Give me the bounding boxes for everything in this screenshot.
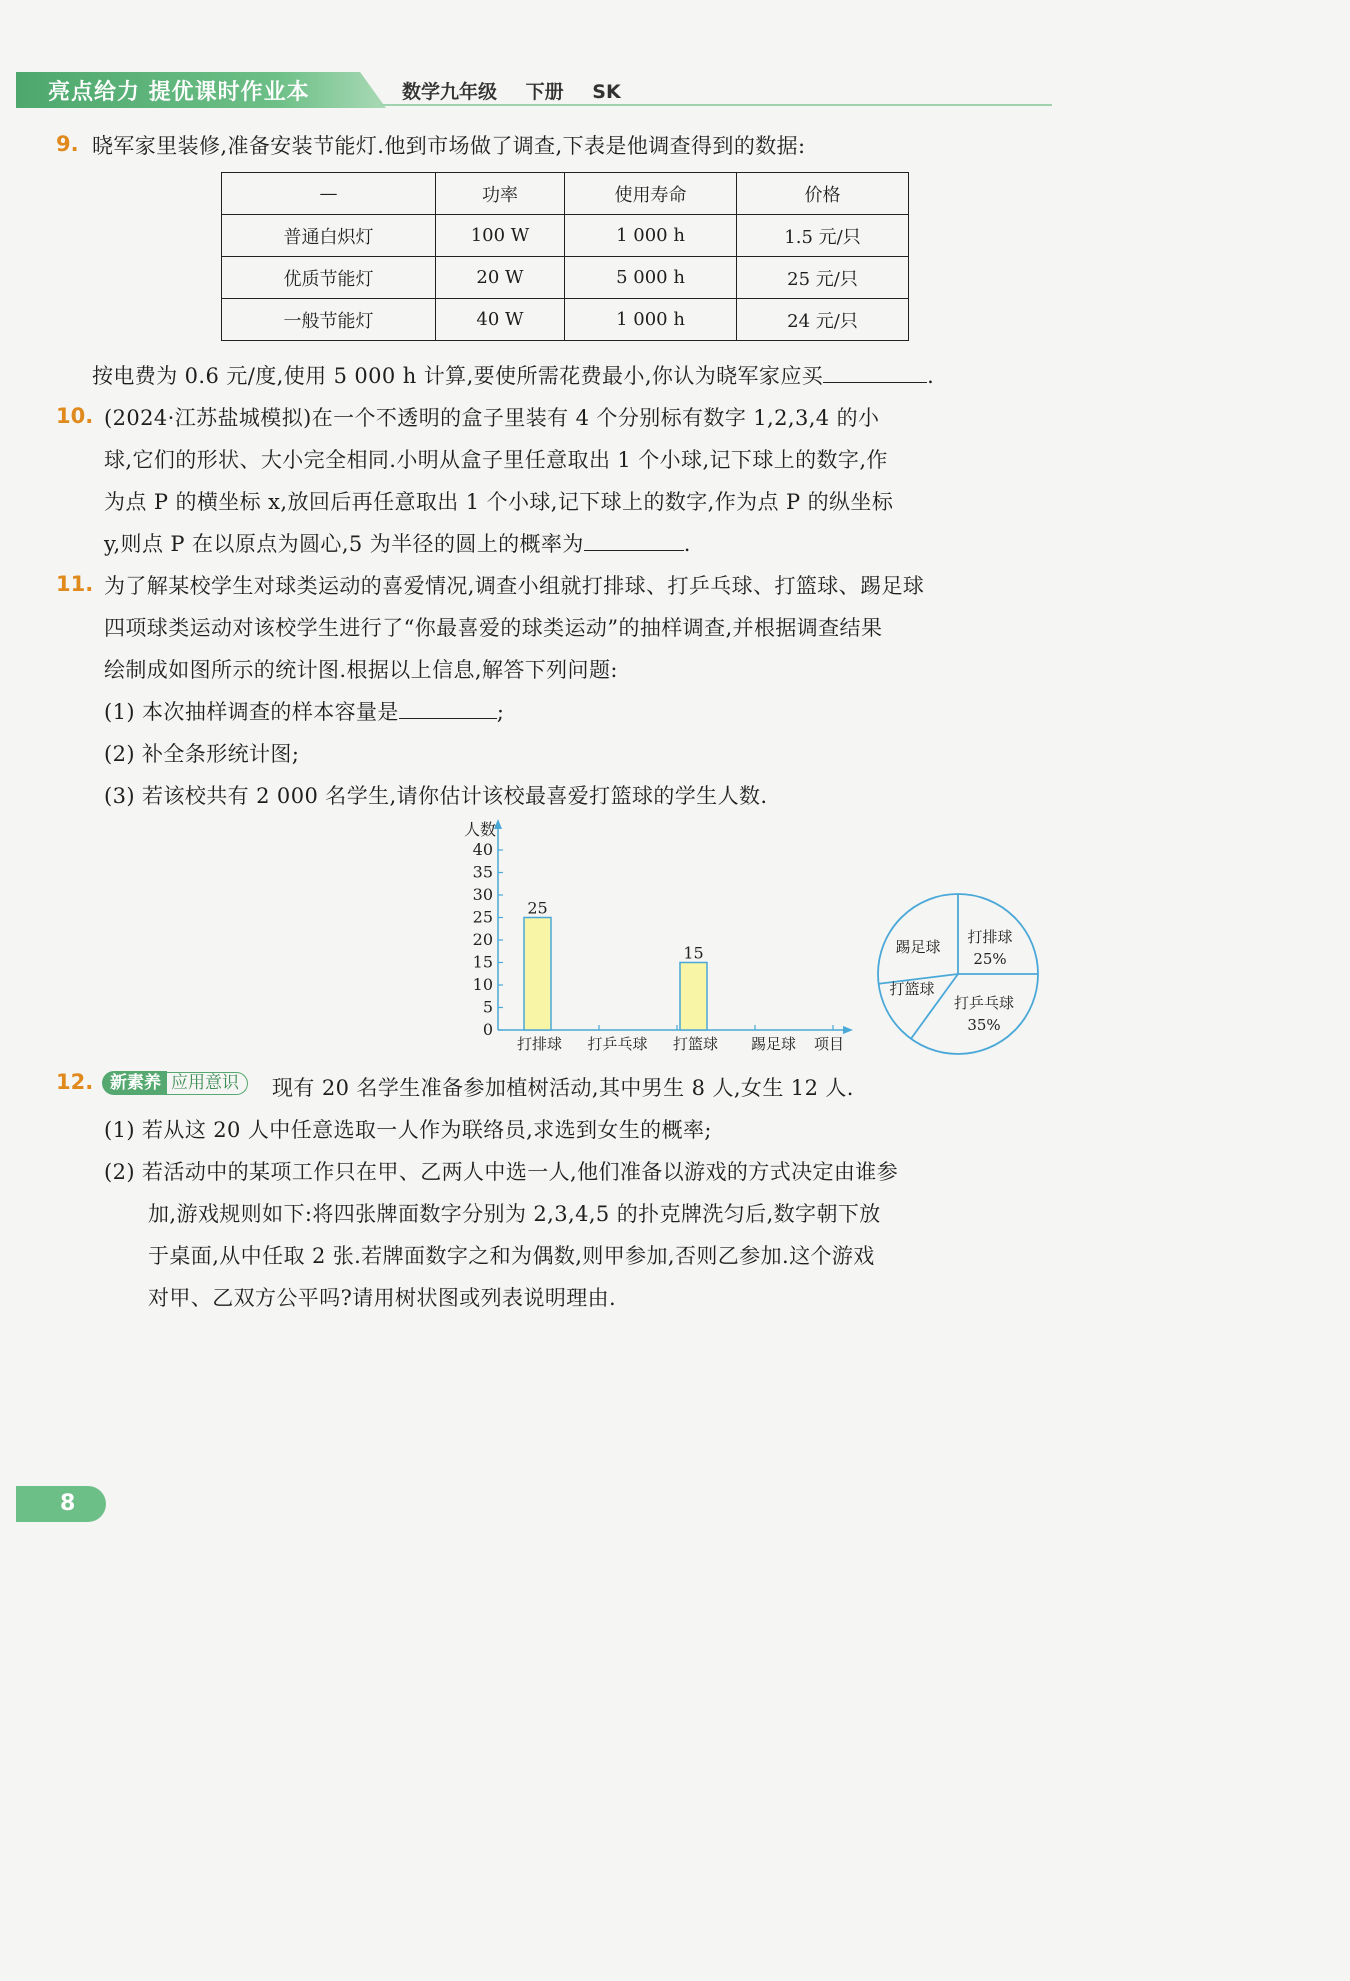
volume-label: 下册 [525,81,564,103]
answer-blank[interactable] [584,532,684,551]
x-tick-label: 打排球 [516,1035,563,1053]
sub-question-cont: 对甲、乙双方公平吗?请用树状图或列表说明理由. [148,1286,617,1310]
subject-label: 数学九年级 [402,81,498,103]
y-tick-label: 25 [472,907,493,927]
question-text: 四项球类运动对该校学生进行了“你最喜爱的球类运动”的抽样调查,并根据调查结果 [104,616,883,640]
x-tick-label: 打篮球 [672,1035,719,1053]
pie-slice-percent: 25% [973,950,1007,968]
table-cell: 一般节能灯 [222,299,436,341]
edition-label: SK [592,81,621,103]
table-cell: 1.5 元/只 [737,215,909,257]
table-cell: 普通白炽灯 [222,215,436,257]
table-header-row [222,173,909,215]
question-text-part: y,则点 P 在以原点为圆心,5 为半径的圆上的概率为 [104,532,584,556]
answer-blank[interactable] [399,700,497,719]
table-cell: 1 000 h [565,299,737,341]
question-text-end: . [927,364,935,388]
question-text: 球,它们的形状、大小完全相同.小明从盒子里任意取出 1 个小球,记下球上的数字,作 [104,448,888,472]
table-header-cell: 功率 [436,173,565,215]
bar-value-label: 15 [683,943,704,963]
table-cell: 优质节能灯 [222,257,436,299]
question-text: 现有 20 名学生准备参加植树活动,其中男生 8 人,女生 12 人. [272,1076,854,1100]
table-header-cell: — [222,173,436,215]
sub-question-cont: 于桌面,从中任取 2 张.若牌面数字之和为偶数,则甲参加,否则乙参加.这个游戏 [148,1244,875,1268]
tag-new-literacy: 新素养 [102,1071,167,1095]
x-axis-title: 项目 [813,1035,845,1053]
table-cell: 24 元/只 [737,299,909,341]
x-tick-label: 打乒乓球 [587,1035,648,1053]
table-cell: 25 元/只 [737,257,909,299]
pie-slice-label: 打排球 [967,928,1013,946]
table-cell: 100 W [436,215,565,257]
sub-question-cont: 加,游戏规则如下:将四张牌面数字分别为 2,3,4,5 的扑克牌洗匀后,数字朝下放 [148,1202,881,1226]
sub-question: (2) 补全条形统计图; [104,742,300,766]
table-cell: 40 W [436,299,565,341]
sub-question: (2) 若活动中的某项工作只在甲、乙两人中选一人,他们准备以游戏的方式决定由谁参 [104,1160,899,1184]
tag-application: 应用意识 [167,1072,248,1095]
y-axis-title: 人数 [463,820,496,839]
question-text [92,360,934,390]
answer-blank[interactable] [823,364,927,383]
question-number: 11. [56,572,94,596]
y-tick-label: 30 [472,885,493,904]
x-axis-arrow [843,1026,853,1034]
table-header-cell: 使用寿命 [565,173,737,215]
series-title: 亮点给力 提优课时作业本 [48,80,310,105]
table-row [222,215,909,257]
page-number: 8 [16,1486,106,1522]
table-row [222,257,909,299]
sub-question: (3) 若该校共有 2 000 名学生,请你估计该校最喜爱打篮球的学生人数. [104,784,768,808]
question-text: 为了解某校学生对球类运动的喜爱情况,调查小组就打排球、打乒乓球、打篮球、踢足球 [104,574,925,598]
y-tick-label: 40 [472,840,493,859]
header-subtitle [402,77,643,104]
bar-value-label: 25 [527,898,548,918]
sub-question-text: (1) 本次抽样调查的样本容量是 [104,700,399,724]
pie-slice-label: 踢足球 [895,938,941,956]
sub-question [104,696,504,726]
y-tick-label: 0 [482,1020,493,1039]
table-cell: 1 000 h [565,215,737,257]
question-text-part: 按电费为 0.6 元/度,使用 5 000 h 计算,要使所需花费最小,你认为晓军家应买 [92,364,824,388]
pie-slice-percent: 35% [967,1016,1001,1034]
pie-slice-label: 打篮球 [889,980,935,998]
table-row [222,299,909,341]
question-number: 12. [56,1070,94,1094]
lamp-data-table [221,172,909,341]
sub-question: (1) 若从这 20 人中任意选取一人作为联络员,求选到女生的概率; [104,1118,712,1142]
question-text [104,528,691,558]
y-tick-label: 10 [472,975,493,994]
table-cell: 20 W [436,257,565,299]
y-tick-label: 35 [472,862,493,882]
y-tick-label: 20 [472,930,493,949]
question-text: 晓军家里装修,准备安装节能灯.他到市场做了调查,下表是他调查得到的数据: [92,134,806,158]
bar-chart [440,815,870,1060]
question-text: (2024·江苏盐城模拟)在一个不透明的盒子里装有 4 个分别标有数字 1,2,3,4 的小 [104,406,880,430]
header-rule [380,104,1052,106]
question-text: 绘制成如图所示的统计图.根据以上信息,解答下列问题: [104,658,618,682]
x-tick-label: 踢足球 [750,1035,797,1053]
question-text: 为点 P 的横坐标 x,放回后再任意取出 1 个小球,记下球上的数字,作为点 P 的纵坐标 [104,490,894,514]
question-number: 10. [56,404,94,428]
bar [524,918,551,1031]
bar [680,963,707,1031]
y-tick-label: 5 [482,997,493,1017]
question-number: 9. [56,132,79,156]
pie-slice-label: 打乒乓球 [953,994,1015,1012]
y-tick-label: 15 [472,952,493,972]
literacy-tag [102,1070,248,1096]
question-text-end: . [683,532,691,556]
table-cell: 5 000 h [565,257,737,299]
sub-question-end: ; [496,700,505,724]
table-header-cell: 价格 [737,173,909,215]
pie-chart [868,884,1048,1064]
